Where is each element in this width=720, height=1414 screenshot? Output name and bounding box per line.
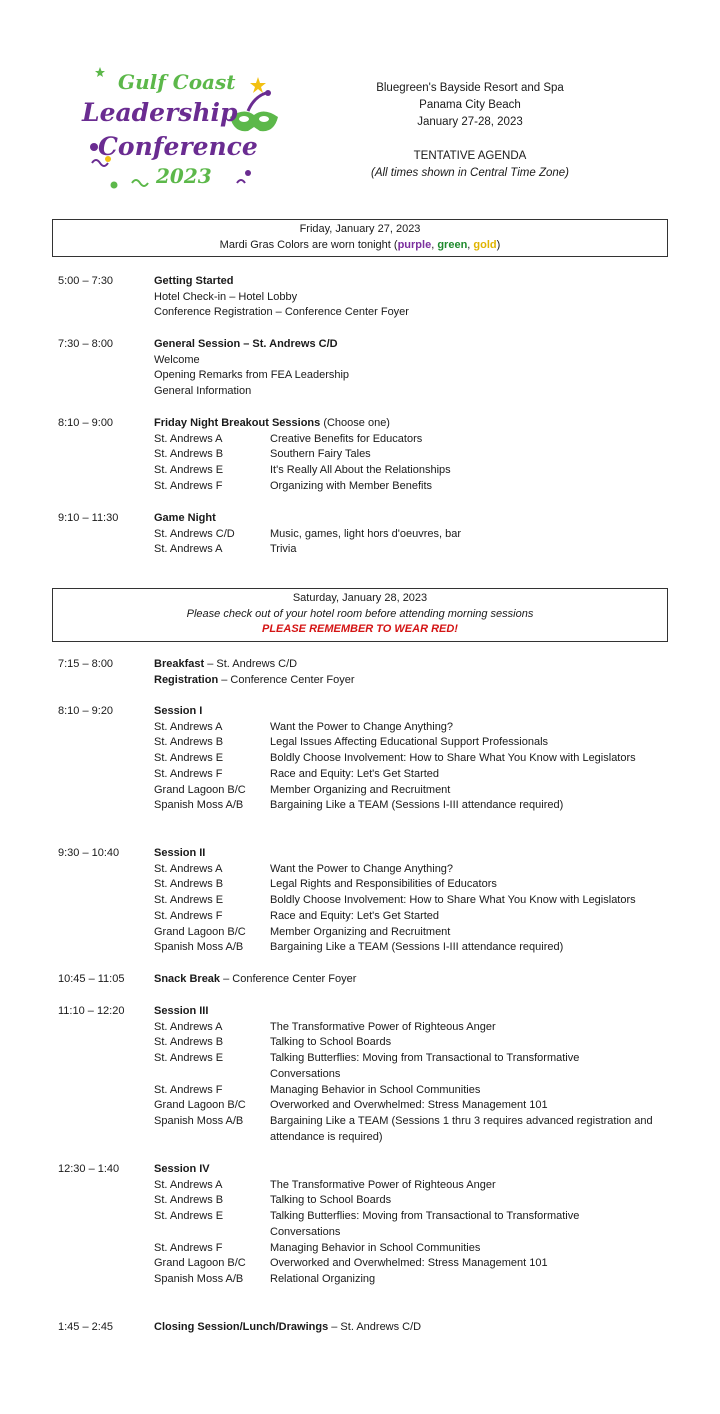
session-topic: Race and Equity: Let's Get Started [270, 767, 440, 780]
session-detail: General Information [154, 385, 252, 398]
event-header [345, 80, 595, 182]
room-name: St. Andrews F [154, 909, 223, 922]
svg-text:Conference: Conference [98, 132, 258, 161]
session-topic: Legal Issues Affecting Educational Support Professionals [270, 736, 549, 749]
session-heading: Snack Break – Conference Center Foyer [154, 973, 357, 985]
session-topic: Bargaining Like a TEAM (Sessions 1 thru 3 requires advanced registration and attendance is required) [270, 1114, 653, 1143]
room-row [154, 909, 668, 925]
session-title: Session III [154, 1005, 209, 1017]
saturday-session-2 [58, 846, 668, 956]
room-name: St. Andrews B [154, 878, 224, 891]
room-name: St. Andrews E [154, 752, 224, 765]
session-heading [154, 511, 668, 527]
session-topic: Talking to School Boards [270, 1194, 392, 1207]
room-name: St. Andrews A [154, 432, 223, 445]
room-row [154, 432, 668, 448]
room-row [154, 447, 668, 463]
session-time: 9:30 – 10:40 [58, 847, 120, 859]
room-row [154, 720, 668, 736]
room-name: Grand Lagoon B/C [154, 1257, 246, 1270]
wear-red-alert: PLEASE REMEMBER TO WEAR RED! [262, 623, 458, 635]
room-name: St. Andrews A [154, 720, 223, 733]
session-topic: Talking to School Boards [270, 1036, 392, 1049]
session-time: 5:00 – 7:30 [58, 275, 114, 287]
room-name: St. Andrews E [154, 894, 224, 907]
session-time: 8:10 – 9:00 [58, 417, 114, 429]
room-name: St. Andrews A [154, 862, 223, 875]
room-row [154, 893, 668, 909]
room-row [154, 940, 668, 956]
session-time: 8:10 – 9:20 [58, 705, 114, 717]
session-heading [154, 1004, 668, 1020]
room-row [154, 1193, 668, 1209]
session-topic: Talking Butterflies: Moving from Transactional to Transformative Conversations [270, 1210, 580, 1238]
saturday-session-4 [58, 1162, 668, 1288]
room-name: Spanish Moss A/B [154, 941, 244, 954]
room-name: St. Andrews C/D [154, 527, 235, 540]
agenda-title: TENTATIVE AGENDA [413, 150, 527, 162]
friday-game-night [58, 511, 668, 558]
session-title: General Session – St. Andrews C/D [154, 338, 338, 350]
session-title: Session I [154, 705, 203, 717]
session-topic: It's Really All About the Relationships [270, 464, 451, 477]
room-name: St. Andrews B [154, 1194, 224, 1207]
room-name: St. Andrews A [154, 1178, 223, 1191]
room-row [154, 1209, 668, 1240]
room-row [154, 735, 668, 751]
room-name: Grand Lagoon B/C [154, 1099, 246, 1112]
saturday-closing-session [58, 1320, 668, 1336]
room-row [154, 1020, 668, 1036]
checkout-note: Please check out of your hotel room before attending morning sessions [186, 607, 534, 620]
session-time: 1:45 – 2:45 [58, 1321, 114, 1333]
room-name: Spanish Moss A/B [154, 1272, 244, 1285]
room-row [154, 1051, 668, 1082]
session-topic: Overworked and Overwhelmed: Stress Management 101 [270, 1257, 548, 1270]
room-row [154, 1083, 668, 1099]
session-topic: Overworked and Overwhelmed: Stress Management 101 [270, 1099, 548, 1112]
room-name: Grand Lagoon B/C [154, 783, 246, 796]
room-row [154, 925, 668, 941]
session-heading: Breakfast – St. Andrews C/D [154, 658, 298, 670]
conference-logo [72, 55, 287, 200]
saturday-breakfast [58, 657, 668, 688]
room-row [154, 479, 668, 495]
room-row [154, 862, 668, 878]
room-name: St. Andrews B [154, 448, 224, 461]
session-topic: Boldly Choose Involvement: How to Share What You Know with Legislators [270, 752, 636, 765]
color-green: green [437, 238, 468, 251]
friday-date: Friday, January 27, 2023 [299, 223, 421, 235]
session-detail: Conference Registration – Conference Center Foyer [154, 306, 409, 319]
svg-text:Leadership: Leadership [82, 98, 238, 127]
saturday-banner [52, 588, 668, 642]
session-heading [154, 846, 668, 862]
friday-colors-note: Mardi Gras Colors are worn tonight (purple, green, gold) [219, 238, 501, 251]
room-name: St. Andrews E [154, 464, 224, 477]
room-row [154, 751, 668, 767]
session-time: 7:15 – 8:00 [58, 658, 114, 670]
room-name: St. Andrews B [154, 736, 224, 749]
room-name: St. Andrews E [154, 1052, 224, 1065]
room-row [154, 1256, 668, 1272]
friday-breakout-sessions [58, 416, 668, 495]
room-name: St. Andrews F [154, 1241, 223, 1254]
session-time: 7:30 – 8:00 [58, 338, 114, 350]
session-topic: Organizing with Member Benefits [270, 479, 433, 492]
room-row [154, 1114, 668, 1145]
room-row [154, 783, 668, 799]
session-topic: Managing Behavior in School Communities [270, 1083, 481, 1096]
session-heading [154, 274, 668, 290]
session-title: Getting Started [154, 275, 234, 287]
room-name: St. Andrews A [154, 1020, 223, 1033]
room-row [154, 463, 668, 479]
room-name: Spanish Moss A/B [154, 1114, 244, 1127]
session-heading [154, 1162, 668, 1178]
session-heading: Closing Session/Lunch/Drawings – St. Andrews C/D [154, 1321, 422, 1333]
room-name: Grand Lagoon B/C [154, 925, 246, 938]
event-dates: January 27-28, 2023 [417, 116, 523, 128]
room-row [154, 767, 668, 783]
room-name: St. Andrews E [154, 1210, 224, 1223]
session-topic: Bargaining Like a TEAM (Sessions I-III attendance required) [270, 941, 564, 954]
friday-getting-started [58, 274, 668, 321]
timezone-note: (All times shown in Central Time Zone) [370, 167, 569, 179]
room-row [154, 1098, 668, 1114]
session-heading: Friday Night Breakout Sessions (Choose one) [154, 417, 390, 429]
session-topic: Southern Fairy Tales [270, 448, 371, 461]
friday-general-session [58, 337, 668, 400]
color-gold: gold [473, 238, 497, 251]
session-topic: Trivia [270, 543, 297, 556]
session-topic: Want the Power to Change Anything? [270, 862, 454, 875]
session-topic: Member Organizing and Recruitment [270, 925, 451, 938]
session-detail: Opening Remarks from FEA Leadership [154, 369, 350, 382]
session-detail: Welcome [154, 353, 200, 366]
room-row [154, 1178, 668, 1194]
session-title: Session II [154, 847, 206, 859]
room-row [154, 1272, 668, 1288]
mardi-gras-logo-art [72, 55, 287, 200]
venue-name: Bluegreen's Bayside Resort and Spa [376, 82, 564, 94]
session-topic: The Transformative Power of Righteous Anger [270, 1178, 496, 1191]
room-row [154, 1241, 668, 1257]
room-row [154, 542, 668, 558]
session-topic: Relational Organizing [270, 1272, 376, 1285]
session-heading [154, 337, 668, 353]
session-title: Game Night [154, 512, 216, 524]
session-topic: Legal Rights and Responsibilities of Educators [270, 878, 497, 891]
session-detail: Registration – Conference Center Foyer [154, 673, 355, 686]
color-purple: purple [397, 238, 432, 251]
session-topic: Creative Benefits for Educators [270, 432, 423, 445]
session-topic: Music, games, light hors d'oeuvres, bar [270, 527, 462, 540]
friday-banner [52, 219, 668, 257]
svg-text:Gulf Coast: Gulf Coast [118, 70, 236, 94]
session-topic: Managing Behavior in School Communities [270, 1241, 481, 1254]
room-name: St. Andrews B [154, 1036, 224, 1049]
saturday-snack-break [58, 972, 668, 988]
session-time: 9:10 – 11:30 [58, 512, 119, 524]
room-row [154, 527, 668, 543]
room-name: St. Andrews F [154, 479, 223, 492]
room-row [154, 798, 668, 814]
session-topic: The Transformative Power of Righteous Anger [270, 1020, 496, 1033]
venue-city: Panama City Beach [419, 99, 521, 111]
session-topic: Want the Power to Change Anything? [270, 720, 454, 733]
session-title: Friday Night Breakout Sessions [154, 417, 321, 429]
session-topic: Member Organizing and Recruitment [270, 783, 451, 796]
session-detail: Hotel Check-in – Hotel Lobby [154, 290, 298, 303]
saturday-session-3 [58, 1004, 668, 1145]
room-row [154, 877, 668, 893]
session-topic: Boldly Choose Involvement: How to Share What You Know with Legislators [270, 894, 636, 907]
saturday-date: Saturday, January 28, 2023 [292, 592, 428, 604]
session-topic: Bargaining Like a TEAM (Sessions I-III attendance required) [270, 799, 564, 812]
svg-text:2023: 2023 [156, 164, 212, 188]
saturday-session-1 [58, 704, 668, 814]
session-heading [154, 704, 668, 720]
session-title: Session IV [154, 1163, 210, 1175]
room-name: Spanish Moss A/B [154, 799, 244, 812]
session-time: 10:45 – 11:05 [58, 973, 125, 985]
room-name: St. Andrews A [154, 543, 223, 556]
session-time: 11:10 – 12:20 [58, 1005, 125, 1017]
room-name: St. Andrews F [154, 767, 223, 780]
room-name: St. Andrews F [154, 1083, 223, 1096]
session-topic: Talking Butterflies: Moving from Transactional to Transformative Conversations [270, 1052, 580, 1080]
session-topic: Race and Equity: Let's Get Started [270, 909, 440, 922]
session-time: 12:30 – 1:40 [58, 1163, 120, 1175]
room-row [154, 1035, 668, 1051]
